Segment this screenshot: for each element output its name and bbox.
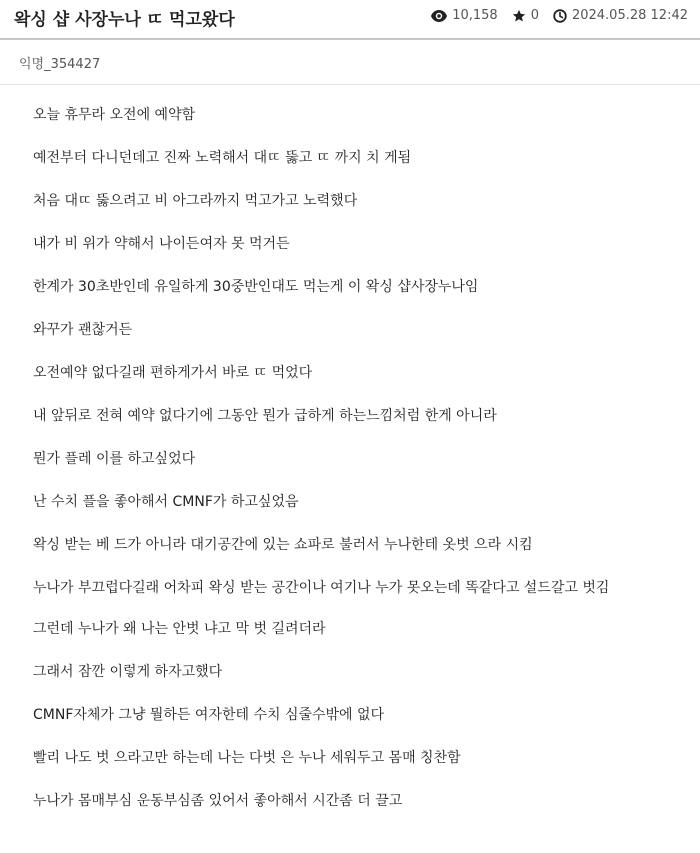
body-line: 빨리 나도 벗 으라고만 하는데 나는 다벗 은 누나 세워두고 몸매 칭찬함 xyxy=(33,750,461,766)
view-count xyxy=(431,8,498,23)
clock-icon xyxy=(553,9,567,23)
body-line: 난 수치 플을 좋아해서 CMNF가 하고싶었음 xyxy=(33,494,299,510)
body-line: 오늘 휴무라 오전에 예약함 xyxy=(33,107,196,123)
body-line: 그런데 누나가 왜 나는 안벗 냐고 막 벗 길려더라 xyxy=(33,621,326,637)
body-line: 예전부터 다니던데고 진짜 노력해서 대ㄸ 뚫고 ㄸ 까지 치 게됨 xyxy=(33,150,412,166)
post-date xyxy=(553,8,688,23)
view-count-value: 10,158 xyxy=(452,8,498,23)
author-name[interactable]: 익명_354427 xyxy=(19,56,101,72)
body-line: 누나가 부끄럽다길래 어차피 왁싱 받는 공간이나 여기나 누가 못오는데 똑같다고 설드갈고 벗김 xyxy=(33,580,610,596)
post-body xyxy=(0,85,673,812)
body-line: 내가 비 위가 약해서 나이든여자 못 먹거든 xyxy=(33,236,290,252)
author-row xyxy=(0,40,700,85)
body-line: 뭔가 플레 이를 하고싶었다 xyxy=(33,451,196,467)
post-title: 왁싱 샵 사장누나 ㄸ 먹고왔다 xyxy=(14,10,235,30)
eye-icon xyxy=(431,10,447,22)
star-icon xyxy=(512,9,526,23)
post-date-value: 2024.05.28 12:42 xyxy=(571,8,688,23)
body-line: 처음 대ㄸ 뚫으려고 비 아그라까지 먹고가고 노력했다 xyxy=(33,193,358,209)
star-count[interactable] xyxy=(512,8,539,23)
star-count-value: 0 xyxy=(530,8,539,23)
body-line: 왁싱 받는 베 드가 아니라 대기공간에 있는 쇼파로 불러서 누나한테 옷벗 으라 시킴 xyxy=(33,537,533,553)
body-line: 한계가 30초반인데 유일하게 30중반인대도 먹는게 이 왁싱 샵사장누나임 xyxy=(33,279,479,295)
body-line: 그래서 잠깐 이렇게 하자고했다 xyxy=(33,664,223,680)
post-header xyxy=(0,0,700,40)
body-line: 오전예약 없다길래 편하게가서 바로 ㄸ 먹었다 xyxy=(33,365,313,381)
body-line: CMNF자체가 그냥 뭘하든 여자한테 수치 심줄수밖에 없다 xyxy=(33,707,385,723)
post-stats xyxy=(431,8,688,23)
body-line: 내 앞뒤로 전혀 예약 없다기에 그동안 뭔가 급하게 하는느낌처럼 한게 아니라 xyxy=(33,408,497,424)
body-line: 누나가 몸매부심 운동부심좀 있어서 좋아해서 시간좀 더 끌고 xyxy=(33,793,403,809)
body-line: 와꾸가 괜찮거든 xyxy=(33,322,133,338)
